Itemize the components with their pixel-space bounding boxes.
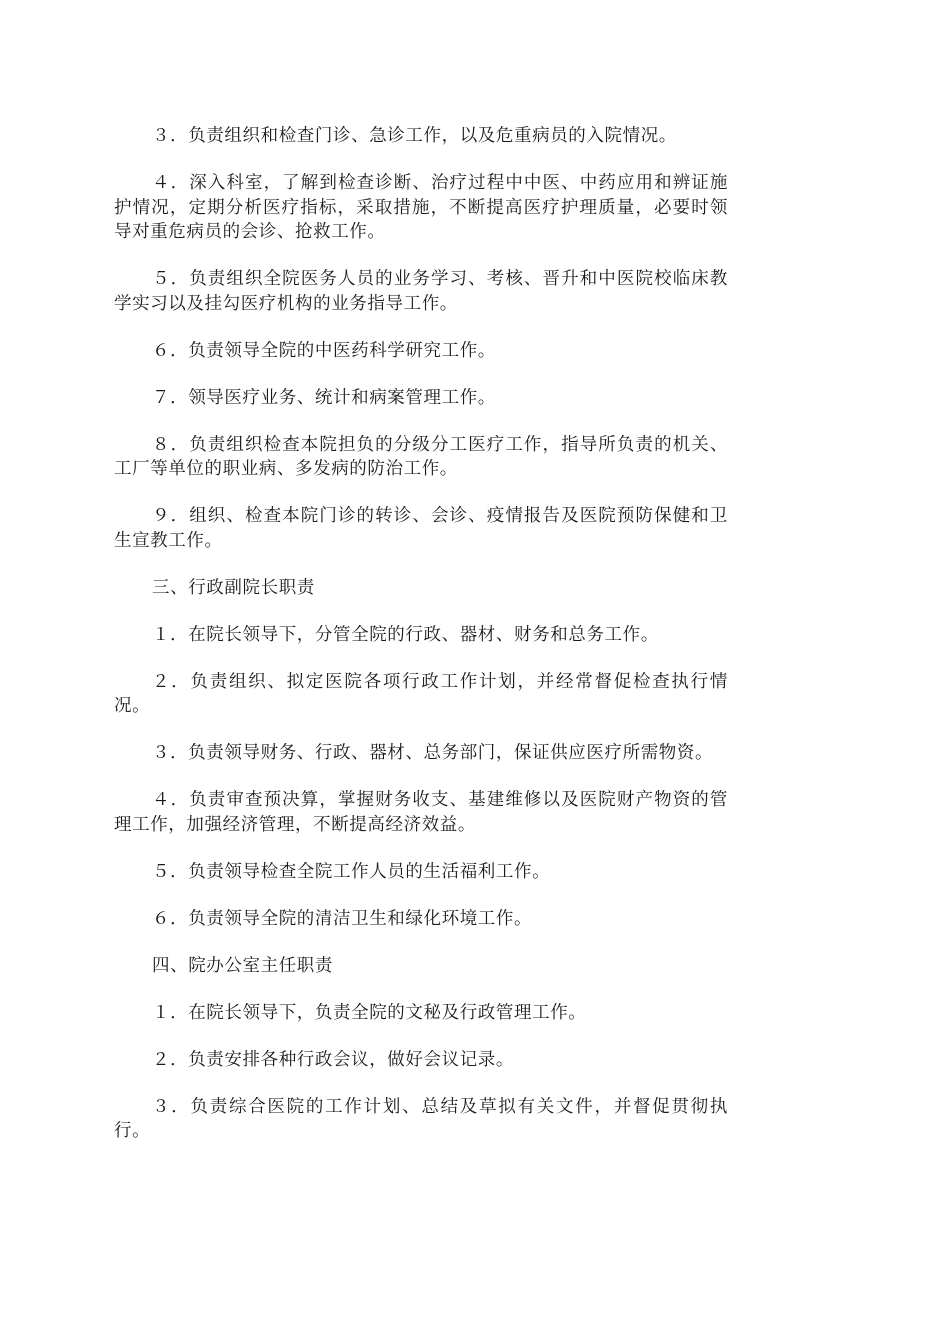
section-heading-admin-vice-president: 三、行政副院长职责 [152, 577, 315, 598]
paragraph-medical-7: ７．领导医疗业务、统计和病案管理工作。 [152, 387, 496, 408]
paragraph-admin-6: ６．负责领导全院的清洁卫生和绿化环境工作。 [152, 908, 533, 929]
paragraph-admin-4: ４．负责审查预决算，掌握财务收支、基建维修以及医院财产物资的管理工作，加强经济管理，不断提高经济效益。 [114, 790, 728, 835]
paragraph-medical-4: ４．深入科室，了解到检查诊断、治疗过程中中医、中药应用和辨证施护情况，定期分析医疗指标，采取措施，不断提高医疗护理质量，必要时领导对重危病员的会诊、抢救工作。 [114, 173, 728, 242]
paragraph-medical-8: ８．负责组织检查本院担负的分级分工医疗工作，指导所负责的机关、工厂等单位的职业病、多发病的防治工作。 [114, 434, 728, 479]
paragraph-office-3: ３．负责综合医院的工作计划、总结及草拟有关文件，并督促贯彻执行。 [114, 1096, 728, 1141]
paragraph-office-1: １．在院长领导下，负责全院的文秘及行政管理工作。 [152, 1002, 587, 1023]
section-heading-office-director: 四、院办公室主任职责 [152, 955, 333, 976]
paragraph-medical-6: ６．负责领导全院的中医药科学研究工作。 [152, 340, 496, 361]
document-body [114, 124, 728, 1166]
paragraph-admin-5: ５．负责领导检查全院工作人员的生活福利工作。 [152, 861, 551, 882]
paragraph-admin-1: １．在院长领导下，分管全院的行政、器材、财务和总务工作。 [152, 624, 659, 645]
paragraph-office-2: ２．负责安排各种行政会议，做好会议记录。 [152, 1049, 514, 1070]
paragraph-admin-2: ２．负责组织、拟定医院各项行政工作计划，并经常督促检查执行情况。 [114, 671, 728, 716]
paragraph-medical-9: ９．组织、检查本院门诊的转诊、会诊、疫情报告及医院预防保健和卫生宣教工作。 [114, 506, 728, 551]
paragraph-medical-5: ５．负责组织全院医务人员的业务学习、考核、晋升和中医院校临床教学实习以及挂勾医疗机构的业务指导工作。 [114, 269, 728, 314]
paragraph-admin-3: ３．负责领导财务、行政、器材、总务部门，保证供应医疗所需物资。 [152, 743, 714, 763]
paragraph-medical-3: ３．负责组织和检查门诊、急诊工作，以及危重病员的入院情况。 [152, 126, 677, 146]
